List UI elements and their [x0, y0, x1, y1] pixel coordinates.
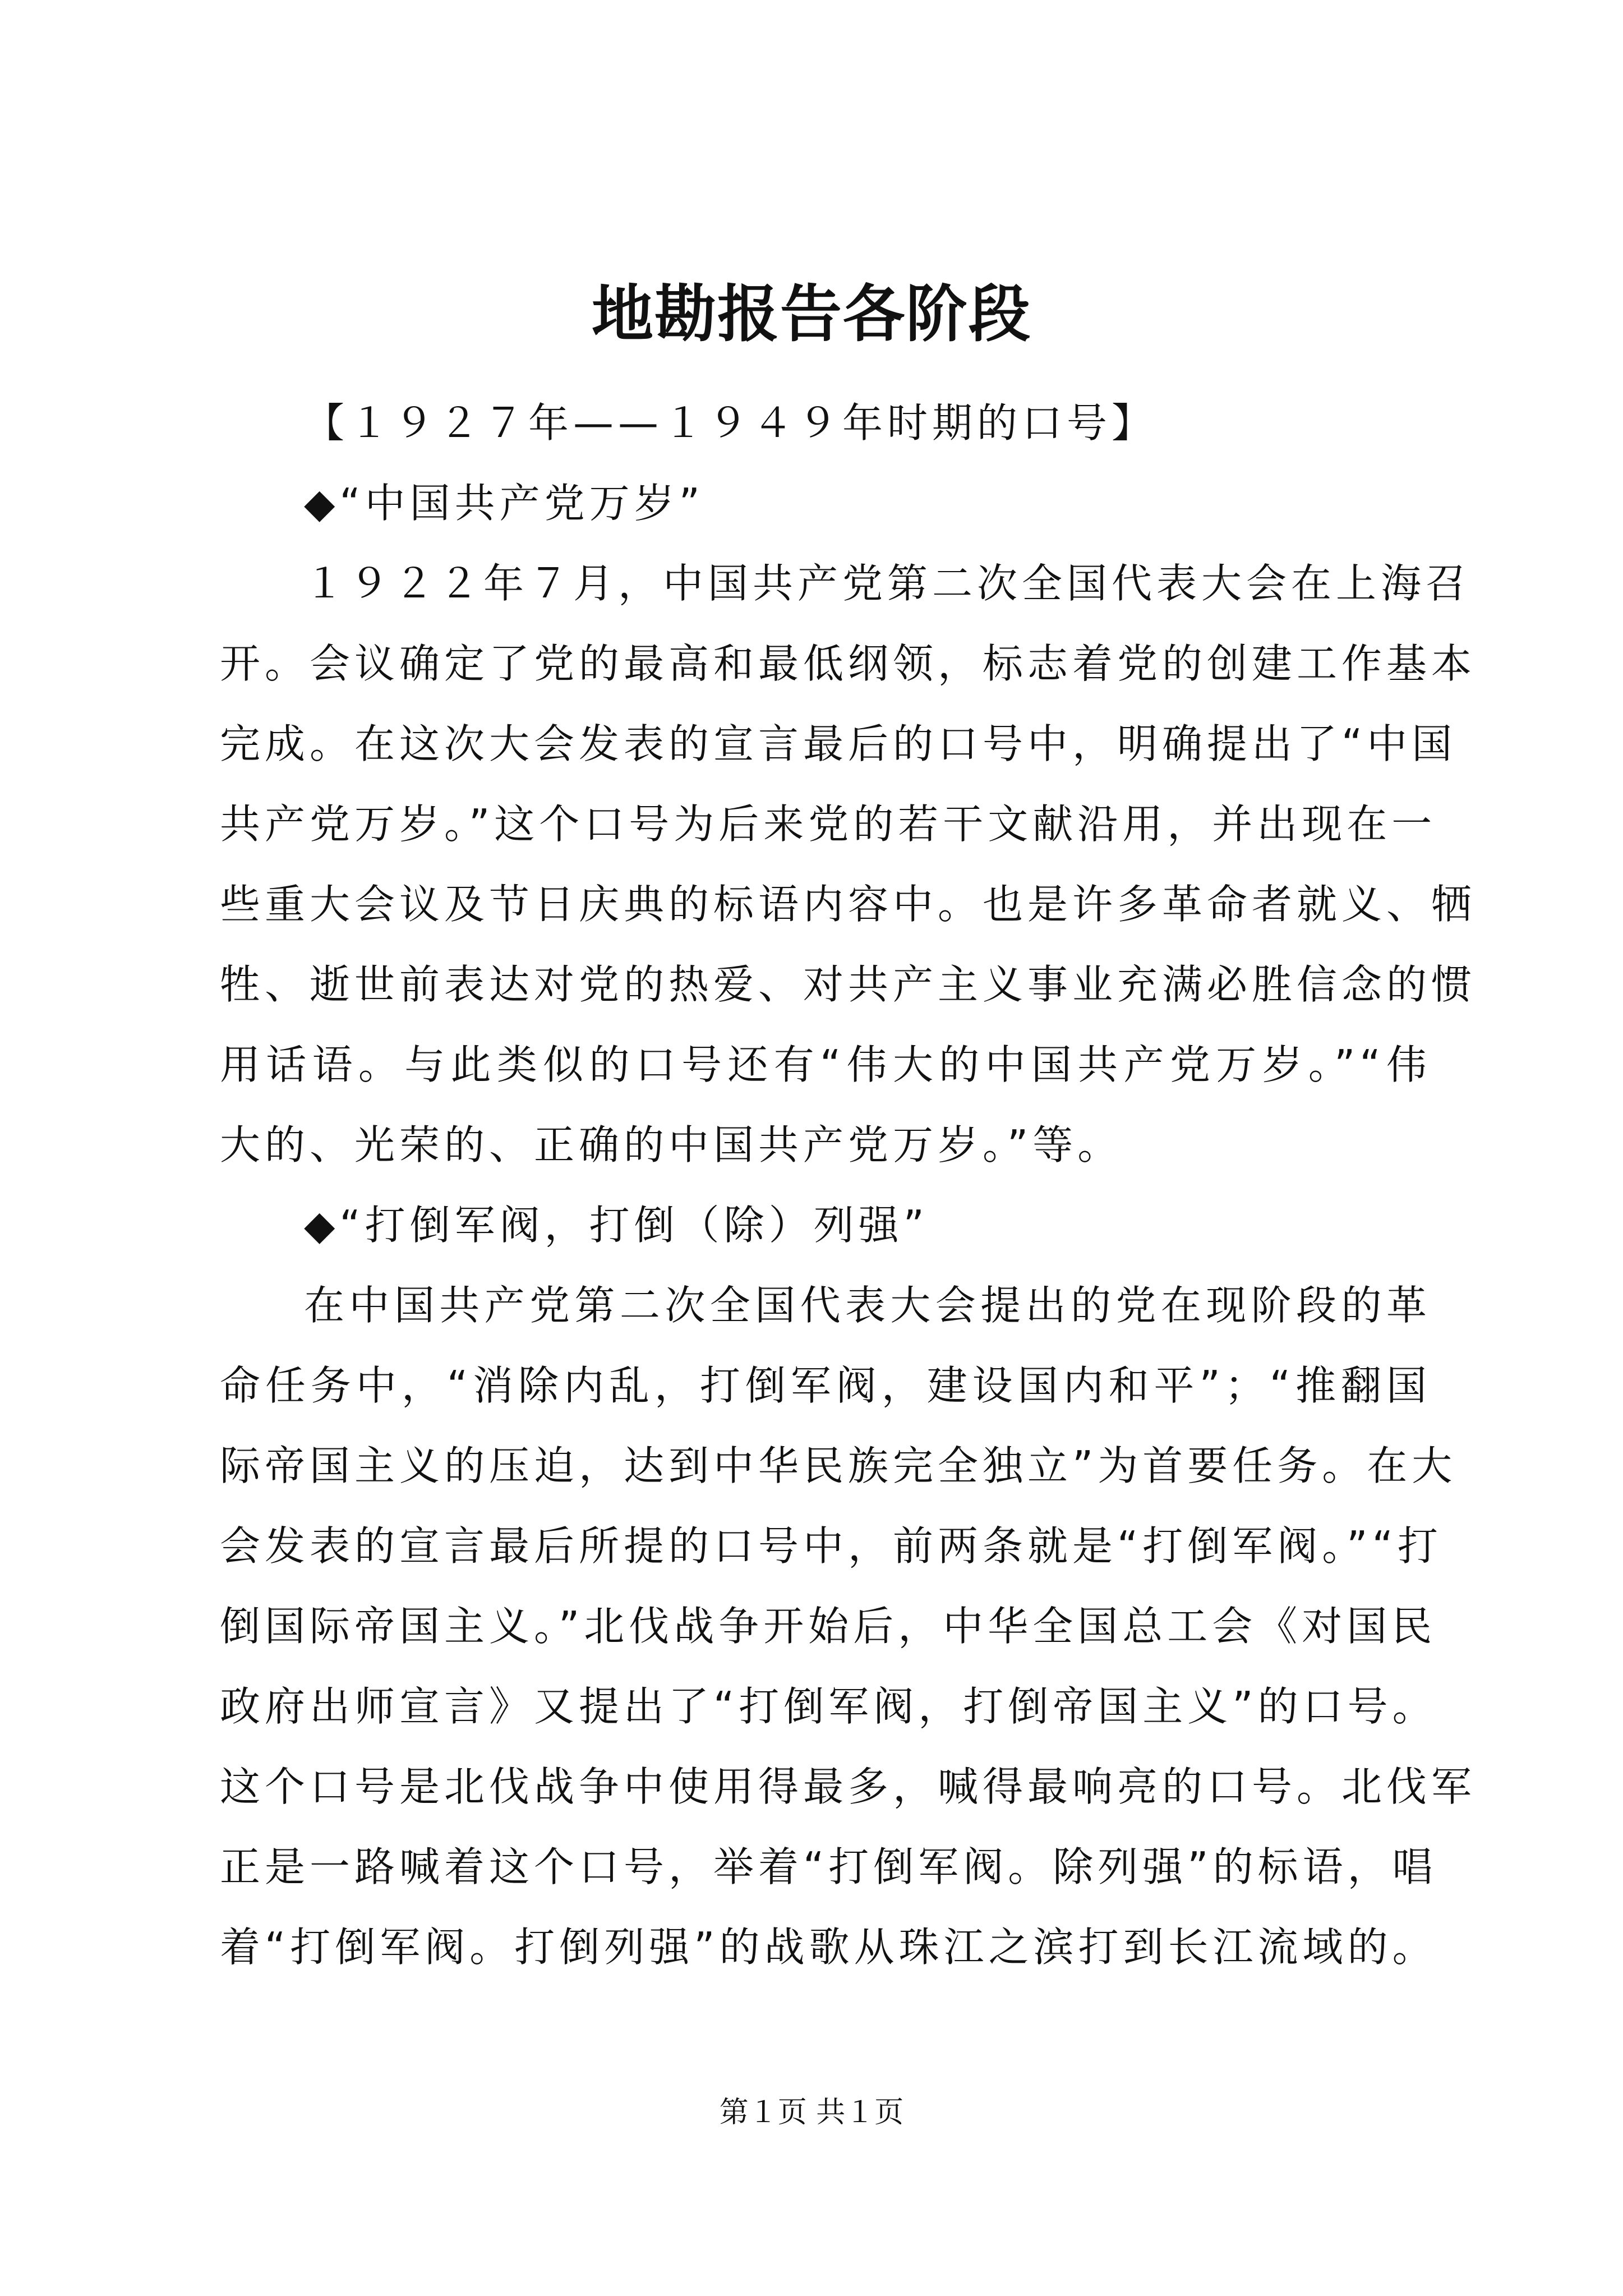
section-heading: 【１９２７年——１９４９年时期的口号】 [304, 399, 1157, 447]
paragraph-line: 着“打倒军阀。打倒列强”的战歌从珠江之滨打到长江流域的。 [220, 1924, 1437, 1971]
paragraph-line: 开。会议确定了党的最高和最低纲领，标志着党的创建工作基本 [220, 640, 1477, 687]
paragraph-line: 倒国际帝国主义。”北伐战争开始后，中华全国总工会《对国民 [220, 1603, 1437, 1650]
paragraph-line: 这个口号是北伐战争中使用得最多，喊得最响亮的口号。北伐军 [220, 1763, 1477, 1810]
document-title: 地勘报告各阶段 [592, 278, 1031, 350]
paragraph-line: 共产党万岁。”这个口号为后来党的若干文献沿用，并出现在一 [220, 800, 1437, 848]
paragraph-line: 完成。在这次大会发表的宣言最后的口号中，明确提出了“中国 [220, 720, 1457, 767]
page-footer: 第１页 共１页 [719, 2096, 904, 2129]
paragraph-line: 会发表的宣言最后所提的口号中，前两条就是“打倒军阀。”“打 [220, 1522, 1442, 1570]
paragraph-line: 牲、逝世前表达对党的热爱、对共产主义事业充满必胜信念的惯 [220, 961, 1477, 1008]
paragraph-line: 些重大会议及节日庆典的标语内容中。也是许多革命者就义、牺 [220, 881, 1477, 928]
paragraph-line: １９２２年７月，中国共产党第二次全国代表大会在上海召 [304, 560, 1471, 607]
document-body [220, 383, 1477, 1987]
paragraph-line: 际帝国主义的压迫，达到中华民族完全独立”为首要任务。在大 [220, 1442, 1457, 1489]
paragraph-line: 政府出师宣言》又提出了“打倒军阀，打倒帝国主义”的口号。 [220, 1683, 1437, 1730]
paragraph-line: 在中国共产党第二次全国代表大会提出的党在现阶段的革 [304, 1282, 1431, 1329]
paragraph-line: 命任务中，“消除内乱，打倒军阀，建设国内和平”；“推翻国 [220, 1362, 1431, 1409]
paragraph-line: 正是一路喊着这个口号，举着“打倒军阀。除列强”的标语，唱 [220, 1843, 1437, 1890]
paragraph-line: 用话语。与此类似的口号还有“伟大的中国共产党万岁。”“伟 [220, 1041, 1431, 1088]
paragraph-line: 大的、光荣的、正确的中国共产党万岁。”等。 [220, 1121, 1123, 1168]
slogan-heading: ◆“打倒军阀，打倒（除）列强” [304, 1202, 929, 1249]
slogan-heading: ◆“中国共产党万岁” [304, 480, 704, 527]
